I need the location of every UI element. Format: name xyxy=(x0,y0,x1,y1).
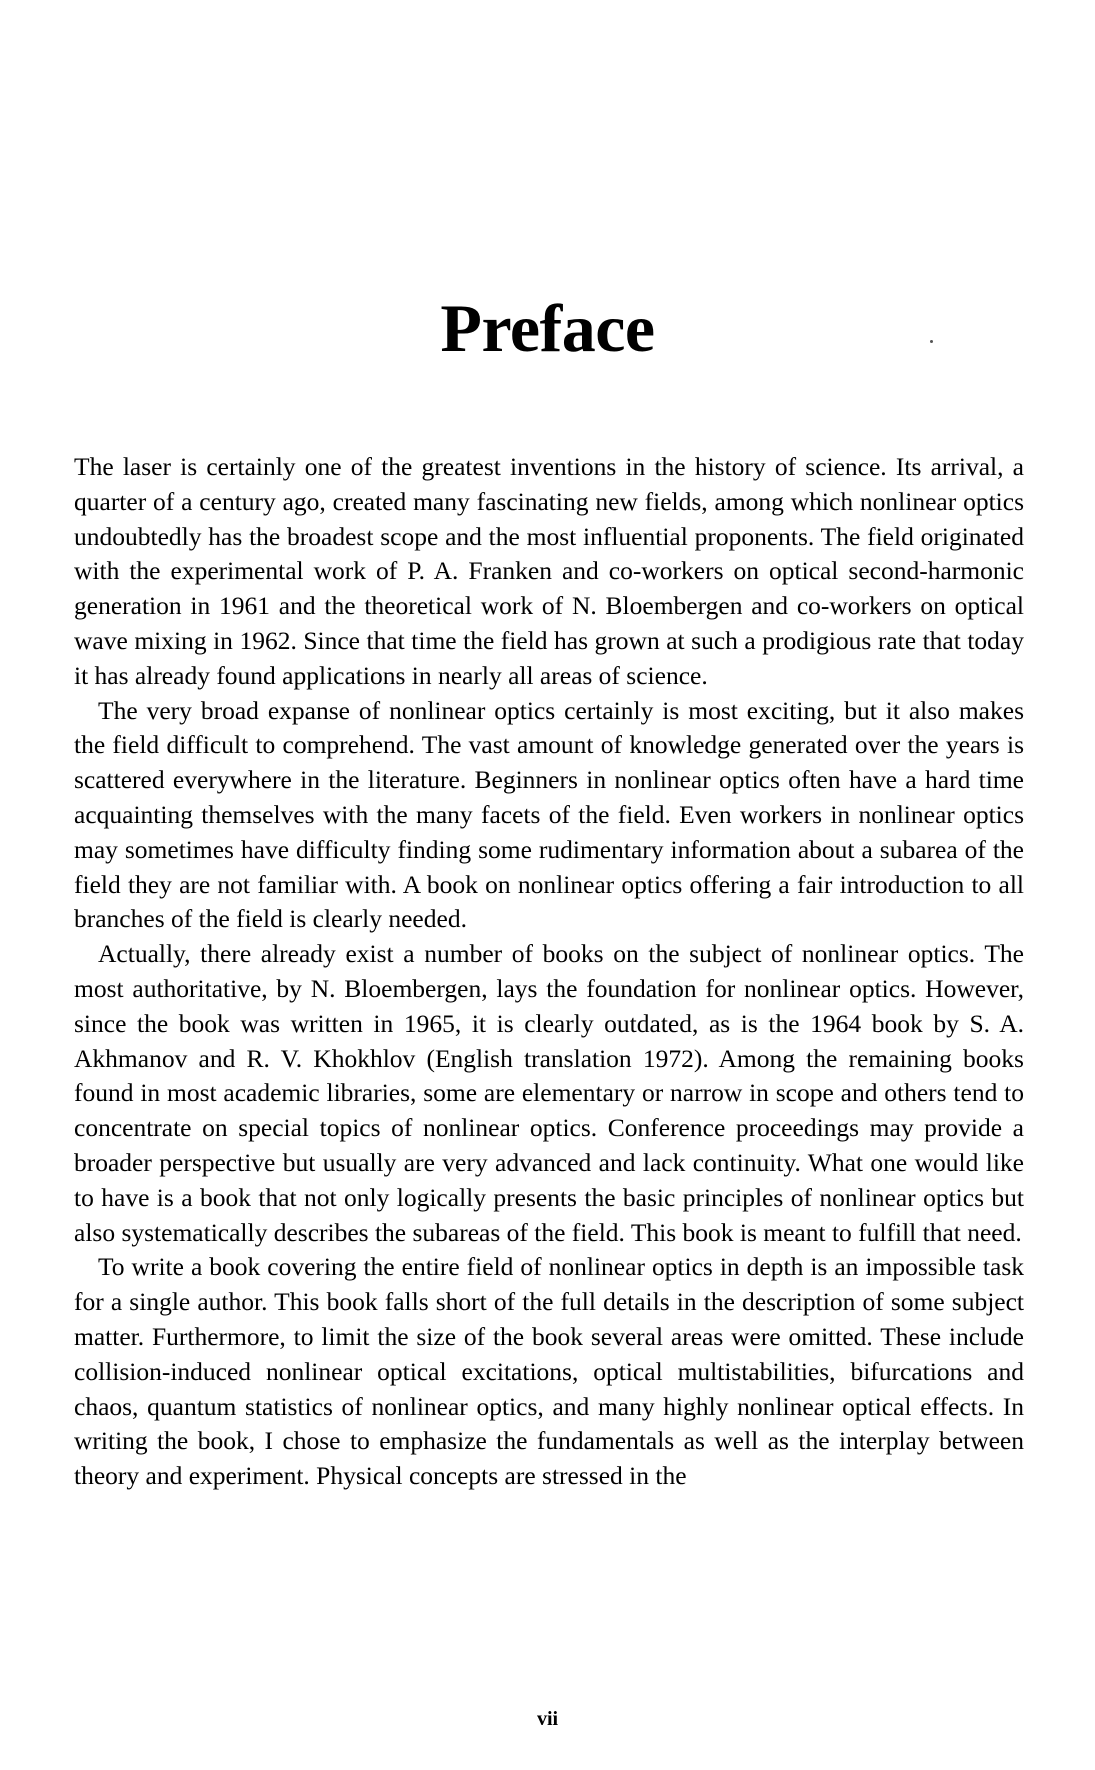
print-speck xyxy=(930,340,933,343)
preface-body xyxy=(74,450,1024,1494)
paragraph-1: The laser is certainly one of the greatest inventions in the history of science. Its arrival, a quarter of a century ago, created many fascinating new fields, among which nonlinear optics undoubtedly has the broadest scope and the most influential proponents. The field originated with the experimental work of P. A. Franken and co-workers on optical second-harmonic generation in 1961 and the theoretical work of N. Bloembergen and co-workers on optical wave mixing in 1962. Since that time the field has grown at such a prodigious rate that today it has already found applications in nearly all areas of science. xyxy=(74,452,1024,690)
page-title: Preface xyxy=(440,289,655,366)
paragraph-4: To write a book covering the entire field of nonlinear optics in depth is an impossible task for a single author. This book falls short of the full details in the description of some subject matter. Furthermore, to limit the size of the book several areas were omitted. These include collision-induced nonlinear optical excitations, optical multistabilities, bifurcations and chaos, quantum statistics of nonlinear optics, and many highly nonlinear optical effects. In writing the book, I chose to emphasize the fundamentals as well as the interplay between theory and experiment. Physical concepts are stressed in the xyxy=(74,1252,1024,1491)
paragraph-2: The very broad expanse of nonlinear optics certainly is most exciting, but it also makes the field difficult to comprehend. The vast amount of knowledge generated over the years is scattered everywhere in the literature. Beginners in nonlinear optics often have a hard time acquainting themselves with the many facets of the field. Even workers in nonlinear optics may sometimes have difficulty finding some rudimentary information about a subarea of the field they are not familiar with. A book on nonlinear optics offering a fair introduction to all branches of the field is clearly needed. xyxy=(74,695,1024,934)
paragraph-3: Actually, there already exist a number of books on the subject of nonlinear optics. The most authoritative, by N. Bloembergen, lays the foundation for nonlinear optics. However, since the book was written in 1965, it is clearly outdated, as is the 1964 book by S. A. Akhmanov and R. V. Khokhlov (English translation 1972). Among the remaining books found in most academic libraries, some are elementary or narrow in scope and others tend to concentrate on special topics of nonlinear optics. Conference proceedings may provide a broader perspective but usually are very advanced and lack continuity. What one would like to have is a book that not only logically presents the basic principles of nonlinear optics but also systematically describes the subareas of the field. This book is meant to fulfill that need. xyxy=(74,939,1024,1247)
page-number: vii xyxy=(536,1708,559,1730)
